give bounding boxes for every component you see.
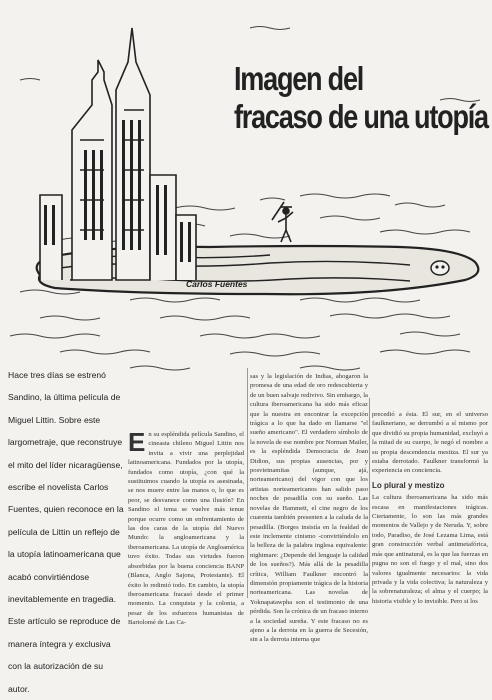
section-subhead: Lo plural y mestizo [372, 480, 445, 490]
body-column-1 [128, 427, 244, 627]
body-text: La cultura iberoamericana ha sido más escasa en manifestaciones trágicas. Ciertamente, lo son las más grandes momentos de Vallejo y de Neruda. Y, sobre todo, Paradiso, de José Lezama Lima, está gran construcción verbal antimetafórica, más que antinatural, es la que las fuerzas en pugna no son el fuego y el mal, sino dos valores igualmente necesarios: la vida privada y la vida colectiva; la naturaleza y la sobrenaturaleza; el alma y el cuerpo; la historia visible y lo invisible. Pero si los [372, 494, 488, 605]
headline-line-1: Imagen del [234, 60, 364, 97]
skyscrapers [40, 28, 196, 280]
article-headline [234, 60, 488, 136]
column-divider [369, 398, 370, 598]
body-text: n su espléndida película Sandino, el cineasta chileno Miguel Littin nos invita a vivir una perplejidad latinoamericana. Fundados por la utopía, fundados como utopía, ¿con qué la sustituimos cuando la utopía es asesinada, se nos muere entre las manos o, lo que es peor, se desvanece como una ilusión? En Sandino el tema se vuelve más tenue porque ocurre como un enfrentamiento de las dos caras de la utopía del Nuevo Mundo: la angloamericana y la iberoamericana. La utopía de Angloamérica tuvo éxito. Todas sus virtudes fueron absorbidas por la buena conciencia BANP (Blanca, Anglo Sajona, Protestante). El éxito lo redimió todo. En cambio, la utopía iberoamericana fracasó desde el primer momento. La conquista y la colonia, a pesar de los esfuerzos humanistas de Bartolomé de Las Ca- [128, 431, 244, 627]
body-text: precedió a ésta. El sur, en el universo faulkneriano, se derrumbó a sí mismo por que dividió su propia humanidad, excluyó a la mitad de su cuerpo, le negó el nombre a su propia descendencia mestiza. El sur ya estaba derrotado. Faulkner transformó la experiencia en conciencia. [372, 411, 488, 475]
byline: Carlos Fuentes [186, 279, 248, 289]
body-column-2 [250, 372, 369, 644]
skull-icon [431, 261, 449, 275]
body-text: sas y la legislación de Indias, ahogaron la promesa de una edad de oro redescubierta y de un buen salvaje redivivo. Sin embargo, la cultura iberoamericana ha sido más eficaz que la nuestra en encontrar la excepción trágica a lo que ha dado en llamarse "el sueño americano". El verdadero símbolo de la novela de ese nombre por Norman Mailer, es la espléndida Democracia de Joan Didion, sus propias ausencias, por y posvietnamitas (aunque, ajá, norteamericano) del vigor con que los artistas norteamericanos han salido paso noches de pesadilla con su sueño. Las novelas de Hammett, el cine negro de los cuarenta también presenten a la caluda de la pesadilla. (Borges insistía en la fealdad de este inclemente cinismo -convirtiéndolo en la belleza de la palabra inglesa equivalente: nightmare: ¿Depende del lenguaje la calidad de los sueños?). Más allá de la pesadilla crítica, William Faulkner encontró la dimensión propiamente trágica de la historia norteamericana. Las novelas de Yoknapatawpha son el testimonio de una pérdida. Son la crónica de un fracaso interno a la sociedad sureña. Y este fracaso no es ajeno a la derrota en la guerra de Secesión, sin a la derrota interna que [250, 373, 369, 644]
column-divider [247, 368, 248, 598]
body-column-3 [372, 410, 488, 605]
headline-line-2: fracaso de una utopía [234, 98, 488, 135]
drop-cap: E [128, 427, 146, 457]
intro-paragraph: Hace tres días se estrenó Sandino, la última película de Miguel Littin. Sobre este largometraje, que reconstruye el mito del líder nicaragüense, escribe el novelista Carlos Fuentes, quien reconoce en la película de Littin un reflejo de la utopía latinoamericana que acabó convirtiéndose inevitablemente en tragedia. Este artículo se reproduce de manera íntegra y exclusiva con la autorización de su autor. [8, 370, 124, 694]
